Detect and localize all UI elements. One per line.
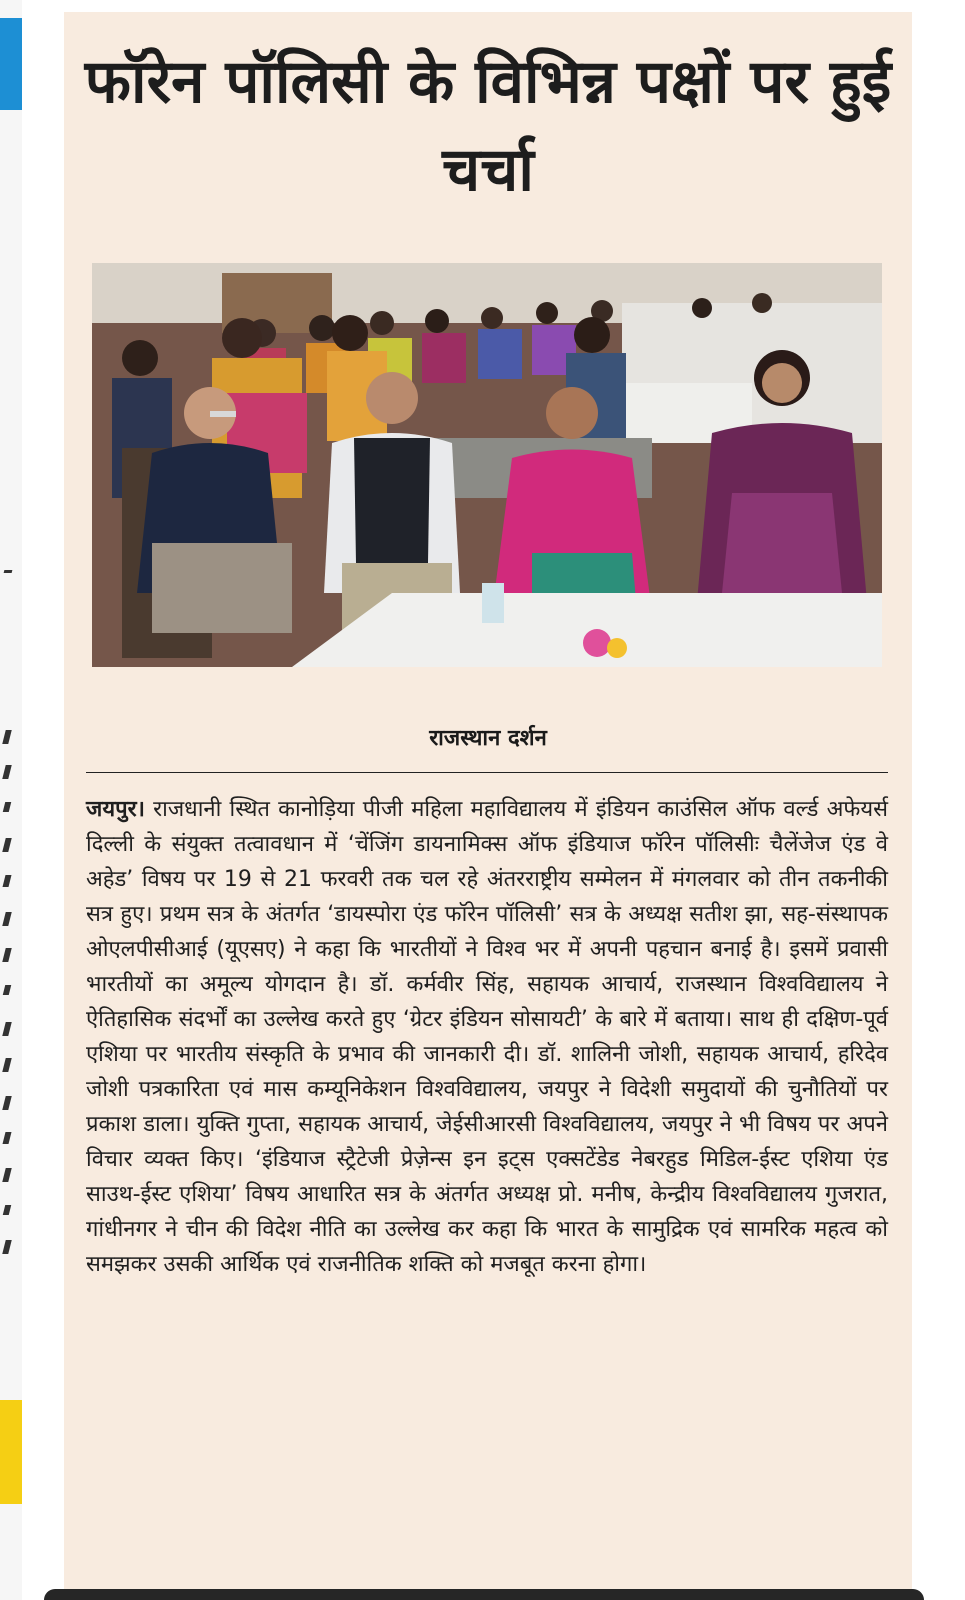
article-byline: राजस्थान दर्शन <box>429 726 547 751</box>
blue-section-tab <box>0 18 22 110</box>
page-bottom-bar <box>44 1589 924 1600</box>
yellow-section-tab <box>0 1400 22 1504</box>
event-photo-illustration <box>92 263 882 667</box>
news-article <box>64 12 912 1600</box>
event-photo <box>92 263 882 667</box>
adjacent-column-text-fragments <box>0 540 22 1300</box>
article-headline: फॉरेन पॉलिसी के विभिन्न पक्षों पर हुई चर्चा <box>84 47 892 205</box>
adjacent-column-strip <box>0 0 22 1600</box>
article-dateline: जयपुर। <box>86 797 145 822</box>
article-body <box>86 792 888 1282</box>
byline-divider <box>86 772 888 773</box>
article-body-text: राजधानी स्थित कानोड़िया पीजी महिला महाविद्यालय में इंडियन काउंसिल ऑफ वर्ल्ड अफेयर्स दिल्ली के संयुक्त तत्वावधान में ‘चेंजिंग डायनामिक्स ऑफ इंडियाज फॉरेन पॉलिसीः चैलेंजेज एंड वे अहेड’ विषय पर 19 से 21 फरवरी तक चल रहे अंतरराष्ट्रीय सम्मेलन में मंगलवार को तीन तकनीकी सत्र हुए। प्रथम सत्र के अंतर्गत ‘डायस्पोरा एंड फॉरेन पॉलिसी’ सत्र के अध्यक्ष सतीश झा, सह-संस्थापक ओएलपीसीआई (यूएसए) ने कहा कि भारतीयों ने विश्व भर में अपनी पहचान बनाई है। इसमें प्रवासी भारतीयों का अमूल्य योगदान है। डॉ. कर्मवीर सिंह, सहायक आचार्य, राजस्थान विश्वविद्यालय ने ऐतिहासिक संदर्भों का उल्लेख करते हुए ‘ग्रेटर इंडियन सोसायटी’ के बारे में बताया। साथ ही दक्षिण-पूर्व एशिया पर भारतीय संस्कृति के प्रभाव की जानकारी दी। डॉ. शालिनी जोशी, सहायक आचार्य, हरिदेव जोशी पत्रकारिता एवं मास कम्यूनिकेशन विश्वविद्यालय, जयपुर ने विदेशी समुदायों की चुनौतियों पर प्रकाश डाला। युक्ति गुप्ता, सहायक आचार्य, जेईसीआरसी विश्वविद्यालय, जयपुर ने भी विषय पर अपने विचार व्यक्त किए। ‘इंडियाज स्ट्रैटेजी प्रेज़ेन्स इन इट्स एक्सटेंडेड नेबरहुड मिडिल-ईस्ट एशिया एंड साउथ-ईस्ट एशिया’ विषय आधारित सत्र के अंतर्गत अध्यक्ष प्रो. मनीष, केन्द्रीय विश्वविद्यालय गुजरात, गांधीनगर ने चीन की विदेश नीति का उल्लेख कर कहा कि भारत के सामुद्रिक एवं सामरिक महत्व को समझकर उसकी आर्थिक एवं राजनीतिक शक्ति को मजबूत करना होगा। <box>86 797 889 1277</box>
